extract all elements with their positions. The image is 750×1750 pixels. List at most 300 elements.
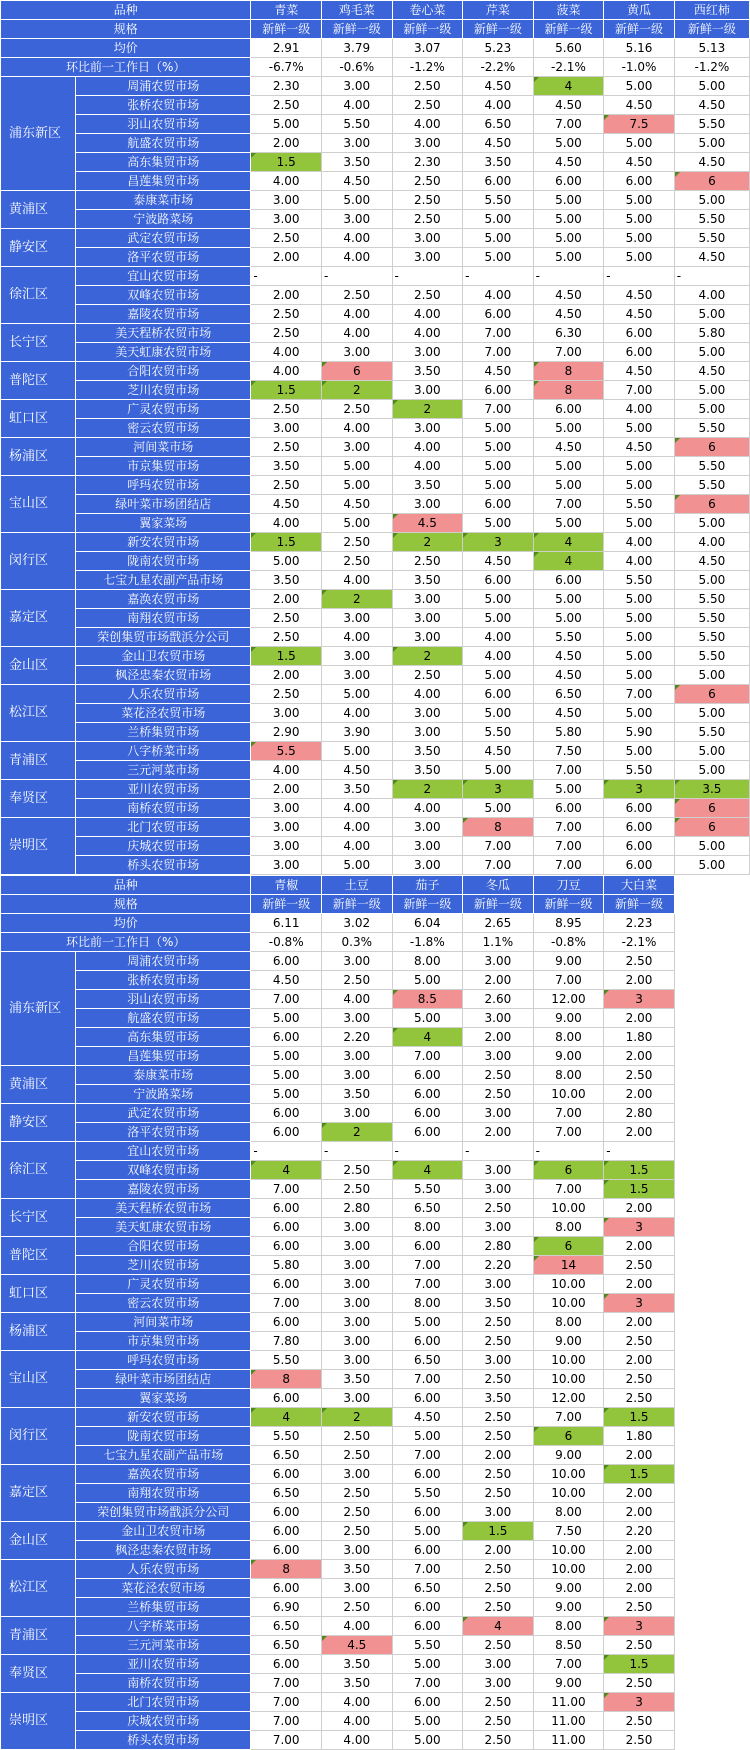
market-row xyxy=(1,1617,750,1636)
price-cell: 12.00 xyxy=(533,990,604,1009)
price-cell: 6.00 xyxy=(251,1465,322,1484)
price-cell: 11.00 xyxy=(533,1712,604,1731)
price-cell-high: 3 xyxy=(604,1294,675,1313)
empty-cell xyxy=(674,876,749,895)
price-cell: 6.00 xyxy=(251,1655,322,1674)
price-cell: 2.50 xyxy=(321,1503,392,1522)
price-cell: 7.80 xyxy=(251,1332,322,1351)
price-cell: 4.00 xyxy=(392,438,463,457)
empty-cell xyxy=(674,1674,749,1693)
empty-cell xyxy=(674,1617,749,1636)
price-cell: 6.00 xyxy=(392,1465,463,1484)
market-row xyxy=(1,1009,750,1028)
price-cell: 2.50 xyxy=(251,305,322,324)
price-cell-low: 3 xyxy=(463,780,534,799)
price-cell: 2.50 xyxy=(463,1370,534,1389)
price-cell: 7.00 xyxy=(392,1446,463,1465)
price-cell: - xyxy=(463,1142,534,1161)
price-cell: 4.50 xyxy=(533,704,604,723)
price-cell: 3.00 xyxy=(392,590,463,609)
price-cell: 3.00 xyxy=(321,666,392,685)
market-name: 亚川农贸市场 xyxy=(76,1655,251,1674)
district-label: 普陀区 xyxy=(1,362,76,400)
price-cell-low: 4 xyxy=(533,77,604,96)
daily-change-row-cell: 0.3% xyxy=(321,933,392,952)
price-cell: 2.50 xyxy=(321,552,392,571)
price-cell: 3.00 xyxy=(463,1047,534,1066)
price-cell: 6.00 xyxy=(392,1066,463,1085)
empty-cell xyxy=(674,1218,749,1237)
price-cell: 3.90 xyxy=(321,723,392,742)
price-cell: 5.00 xyxy=(533,229,604,248)
price-cell: 7.00 xyxy=(533,856,604,875)
price-cell: 5.00 xyxy=(392,1712,463,1731)
price-cell: 4.50 xyxy=(533,305,604,324)
price-cell: 7.00 xyxy=(251,990,322,1009)
spec-row-cell: 新鲜一级 xyxy=(392,895,463,914)
price-cell: 10.00 xyxy=(533,1275,604,1294)
price-cell: 2.50 xyxy=(321,400,392,419)
price-cell: 2.50 xyxy=(392,552,463,571)
price-cell: 4.00 xyxy=(604,400,675,419)
average-price-row-cell: 3.02 xyxy=(321,914,392,933)
average-price-row-label: 均价 xyxy=(1,39,251,58)
price-cell: 2.00 xyxy=(251,134,322,153)
market-row xyxy=(1,1712,750,1731)
price-cell: 5.00 xyxy=(674,742,749,761)
empty-cell xyxy=(674,1484,749,1503)
average-price-row-cell: 5.60 xyxy=(533,39,604,58)
price-cell: 2.50 xyxy=(604,952,675,971)
price-cell-low: 6 xyxy=(533,1161,604,1180)
market-row xyxy=(1,1522,750,1541)
price-cell: 8.00 xyxy=(533,1218,604,1237)
empty-cell xyxy=(674,1503,749,1522)
price-cell: 10.00 xyxy=(533,1370,604,1389)
spec-row-cell: 新鲜一级 xyxy=(321,895,392,914)
product-name-row-label: 品种 xyxy=(1,876,251,895)
price-cell: 4.00 xyxy=(251,514,322,533)
price-cell: 5.00 xyxy=(674,856,749,875)
price-cell: 5.00 xyxy=(392,971,463,990)
average-price-row-cell: 8.95 xyxy=(533,914,604,933)
district-label: 静安区 xyxy=(1,229,76,267)
price-cell: 2.50 xyxy=(463,1484,534,1503)
price-cell: 5.00 xyxy=(321,514,392,533)
price-cell: 10.00 xyxy=(533,1294,604,1313)
price-cell: 7.00 xyxy=(251,1180,322,1199)
market-name: 航盛农贸市场 xyxy=(76,1009,251,1028)
market-name: 菜花泾农贸市场 xyxy=(76,1579,251,1598)
price-cell: 4.00 xyxy=(321,571,392,590)
price-cell: 6.00 xyxy=(251,1313,322,1332)
price-cell: 8.00 xyxy=(533,1503,604,1522)
price-cell: 2.50 xyxy=(463,1332,534,1351)
price-cell: 5.00 xyxy=(533,248,604,267)
price-cell: 3.00 xyxy=(321,210,392,229)
price-cell: 3.00 xyxy=(321,1294,392,1313)
price-cell: 4.00 xyxy=(321,1617,392,1636)
price-cell: 6.90 xyxy=(251,1598,322,1617)
price-cell: 7.00 xyxy=(251,1294,322,1313)
price-cell: 5.00 xyxy=(251,115,322,134)
market-name: 泰康菜市场 xyxy=(76,1066,251,1085)
price-cell: 6.50 xyxy=(392,1579,463,1598)
price-cell: 6.00 xyxy=(604,856,675,875)
price-cell: 2.50 xyxy=(463,1085,534,1104)
price-cell: 3.50 xyxy=(392,571,463,590)
price-cell: 5.00 xyxy=(321,476,392,495)
product-name-row-cell: 黄瓜 xyxy=(604,1,675,20)
price-cell: 2.50 xyxy=(604,1370,675,1389)
price-cell: 4.00 xyxy=(392,457,463,476)
price-cell: 3.00 xyxy=(463,1218,534,1237)
market-name: 南翔农贸市场 xyxy=(76,609,251,628)
price-cell: 2.00 xyxy=(604,1560,675,1579)
product-name-row-cell: 西红柿 xyxy=(674,1,749,20)
product-name-row-cell: 刀豆 xyxy=(533,876,604,895)
daily-change-row-label: 环比前一工作日（%） xyxy=(1,58,251,77)
price-cell: 5.00 xyxy=(321,742,392,761)
price-cell: 4.00 xyxy=(321,324,392,343)
price-cell: 2.50 xyxy=(251,609,322,628)
price-cell: 3.00 xyxy=(321,1066,392,1085)
price-cell: 5.90 xyxy=(604,723,675,742)
price-cell: 5.00 xyxy=(463,704,534,723)
market-row xyxy=(1,343,750,362)
district-label: 奉贤区 xyxy=(1,780,76,818)
price-cell-low: 2 xyxy=(321,590,392,609)
price-cell: 2.50 xyxy=(251,400,322,419)
market-row xyxy=(1,1503,750,1522)
market-row xyxy=(1,685,750,704)
market-name: 三元河菜市场 xyxy=(76,761,251,780)
market-row xyxy=(1,248,750,267)
market-row xyxy=(1,191,750,210)
price-cell: 5.50 xyxy=(533,628,604,647)
price-cell: 6.00 xyxy=(533,172,604,191)
price-cell: 3.50 xyxy=(321,1085,392,1104)
spec-row-cell: 新鲜一级 xyxy=(251,895,322,914)
price-cell: 2.00 xyxy=(604,1446,675,1465)
price-cell: 4.50 xyxy=(321,761,392,780)
price-cell: 2.80 xyxy=(463,1237,534,1256)
market-name: 人乐农贸市场 xyxy=(76,685,251,704)
price-cell: 4.50 xyxy=(674,153,749,172)
price-cell: 4.00 xyxy=(392,685,463,704)
price-cell: - xyxy=(251,267,322,286)
price-cell: 6.00 xyxy=(392,1693,463,1712)
market-row xyxy=(1,1389,750,1408)
empty-cell xyxy=(674,1446,749,1465)
price-cell: 5.50 xyxy=(604,571,675,590)
market-name: 航盛农贸市场 xyxy=(76,134,251,153)
empty-cell xyxy=(674,1636,749,1655)
district-label: 虹口区 xyxy=(1,1275,76,1313)
price-cell: - xyxy=(604,1142,675,1161)
price-cell: 7.00 xyxy=(533,761,604,780)
price-cell: 6.00 xyxy=(392,1617,463,1636)
price-cell: 5.00 xyxy=(463,799,534,818)
price-cell: 2.00 xyxy=(251,248,322,267)
empty-cell xyxy=(674,1028,749,1047)
market-row xyxy=(1,1161,750,1180)
price-cell: 2.50 xyxy=(463,1560,534,1579)
market-row xyxy=(1,1199,750,1218)
price-cell-low: 1.5 xyxy=(251,647,322,666)
market-row xyxy=(1,1579,750,1598)
market-row xyxy=(1,438,750,457)
empty-cell xyxy=(674,1047,749,1066)
price-cell: 4.00 xyxy=(321,799,392,818)
price-cell: 2.50 xyxy=(604,1636,675,1655)
price-cell: 4.00 xyxy=(321,248,392,267)
price-cell: 4.00 xyxy=(463,286,534,305)
price-cell: 3.00 xyxy=(463,1351,534,1370)
price-cell: 5.00 xyxy=(604,476,675,495)
district-label: 奉贤区 xyxy=(1,1655,76,1693)
price-cell: 3.00 xyxy=(392,343,463,362)
product-name-row-cell: 茄子 xyxy=(392,876,463,895)
empty-cell xyxy=(674,1541,749,1560)
market-row xyxy=(1,1693,750,1712)
average-price-row-cell: 5.23 xyxy=(463,39,534,58)
market-row xyxy=(1,267,750,286)
price-cell-low: 1.5 xyxy=(604,1161,675,1180)
market-row xyxy=(1,742,750,761)
market-name: 合阳农贸市场 xyxy=(76,1237,251,1256)
market-row xyxy=(1,1047,750,1066)
price-cell-low: 1.5 xyxy=(604,1180,675,1199)
price-cell: 10.00 xyxy=(533,1199,604,1218)
district-label: 闵行区 xyxy=(1,1408,76,1465)
price-cell: 4.50 xyxy=(321,495,392,514)
price-cell: 2.50 xyxy=(321,533,392,552)
market-row xyxy=(1,115,750,134)
price-cell: 5.50 xyxy=(392,1180,463,1199)
price-cell: 2.50 xyxy=(321,1180,392,1199)
price-cell: 4.50 xyxy=(463,77,534,96)
price-cell: 2.50 xyxy=(463,1579,534,1598)
price-cell: 2.50 xyxy=(321,1446,392,1465)
price-cell: 2.50 xyxy=(604,1332,675,1351)
price-cell: 8.00 xyxy=(392,952,463,971)
price-cell-high: 8 xyxy=(251,1370,322,1389)
daily-change-row-cell: -2.1% xyxy=(533,58,604,77)
price-cell: 2.50 xyxy=(321,286,392,305)
price-cell: 6.50 xyxy=(251,1636,322,1655)
price-cell: 5.50 xyxy=(604,495,675,514)
market-name: 亚川农贸市场 xyxy=(76,780,251,799)
price-cell: 6.00 xyxy=(392,1503,463,1522)
price-cell: 2.50 xyxy=(463,1636,534,1655)
average-price-row-cell: 5.16 xyxy=(604,39,675,58)
district-label: 宝山区 xyxy=(1,1351,76,1408)
price-cell: 6.30 xyxy=(533,324,604,343)
price-cell: 5.50 xyxy=(392,1484,463,1503)
market-name: 陇南农贸市场 xyxy=(76,552,251,571)
price-cell: 3.00 xyxy=(321,1465,392,1484)
price-cell: 5.00 xyxy=(674,343,749,362)
price-cell: 4.50 xyxy=(463,134,534,153)
district-label: 普陀区 xyxy=(1,1237,76,1275)
price-cell: 2.50 xyxy=(392,191,463,210)
price-cell: - xyxy=(251,1142,322,1161)
price-cell: 5.00 xyxy=(533,419,604,438)
market-name: 双峰农贸市场 xyxy=(76,286,251,305)
price-cell: 2.00 xyxy=(604,1237,675,1256)
market-name: 人乐农贸市场 xyxy=(76,1560,251,1579)
district-label: 杨浦区 xyxy=(1,1313,76,1351)
price-cell: 2.20 xyxy=(463,1256,534,1275)
market-row xyxy=(1,1294,750,1313)
market-name: 北门农贸市场 xyxy=(76,1693,251,1712)
average-price-row-cell: 2.23 xyxy=(604,914,675,933)
market-row xyxy=(1,229,750,248)
price-cell: 3.00 xyxy=(321,952,392,971)
market-row xyxy=(1,799,750,818)
price-cell: 6.00 xyxy=(392,1123,463,1142)
empty-cell xyxy=(674,1275,749,1294)
price-cell: 5.00 xyxy=(674,305,749,324)
price-cell-low: 2 xyxy=(392,400,463,419)
district-label: 金山区 xyxy=(1,1522,76,1560)
daily-change-row xyxy=(1,58,750,77)
price-cell: 5.00 xyxy=(321,191,392,210)
price-cell: 2.00 xyxy=(251,666,322,685)
price-cell: 3.00 xyxy=(321,1389,392,1408)
market-name: 嘉陵农贸市场 xyxy=(76,305,251,324)
price-cell: 5.00 xyxy=(251,1047,322,1066)
price-cell: 3.00 xyxy=(392,419,463,438)
price-cell: 6.00 xyxy=(251,1541,322,1560)
product-name-row-cell: 冬瓜 xyxy=(463,876,534,895)
price-cell: 2.50 xyxy=(463,1313,534,1332)
price-cell: 3.50 xyxy=(321,1560,392,1579)
price-cell: 2.00 xyxy=(604,1484,675,1503)
price-cell: 2.00 xyxy=(251,590,322,609)
price-cell: 4.50 xyxy=(604,153,675,172)
market-name: 七宝九星农副产品市场 xyxy=(76,1446,251,1465)
price-cell-low: 4 xyxy=(392,1161,463,1180)
price-cell: 6.00 xyxy=(533,571,604,590)
market-name: 密云农贸市场 xyxy=(76,419,251,438)
price-cell: 11.00 xyxy=(533,1693,604,1712)
price-cell-high: 6 xyxy=(674,172,749,191)
price-cell: 7.00 xyxy=(533,1180,604,1199)
market-row xyxy=(1,1655,750,1674)
market-row xyxy=(1,1142,750,1161)
price-cell: 5.00 xyxy=(674,837,749,856)
spec-row-cell: 新鲜一级 xyxy=(533,895,604,914)
spec-row-cell: 新鲜一级 xyxy=(674,20,749,39)
market-name: 美天程桥农贸市场 xyxy=(76,1199,251,1218)
price-cell: 6.00 xyxy=(251,952,322,971)
price-cell: 3.00 xyxy=(251,856,322,875)
market-name: 美天虹康农贸市场 xyxy=(76,343,251,362)
price-cell: 12.00 xyxy=(533,1389,604,1408)
empty-cell xyxy=(674,1237,749,1256)
price-cell: 7.00 xyxy=(392,1674,463,1693)
market-row xyxy=(1,457,750,476)
price-cell-low: 2 xyxy=(321,1123,392,1142)
price-cell: 4.00 xyxy=(463,628,534,647)
market-name: 菜花泾农贸市场 xyxy=(76,704,251,723)
price-cell: 3.00 xyxy=(321,1218,392,1237)
market-row xyxy=(1,837,750,856)
market-row xyxy=(1,1313,750,1332)
market-name: 宁波路菜场 xyxy=(76,210,251,229)
price-cell: 3.50 xyxy=(321,1655,392,1674)
price-cell: 5.00 xyxy=(463,457,534,476)
district-label: 嘉定区 xyxy=(1,1465,76,1522)
market-name: 兰桥集贸市场 xyxy=(76,723,251,742)
price-cell: 5.00 xyxy=(604,419,675,438)
price-cell: - xyxy=(321,267,392,286)
product-name-row xyxy=(1,1,750,20)
price-cell: 9.00 xyxy=(533,1674,604,1693)
price-cell: 3.50 xyxy=(321,153,392,172)
price-cell-high: 6 xyxy=(674,495,749,514)
market-name: 广灵农贸市场 xyxy=(76,1275,251,1294)
price-cell: 5.00 xyxy=(604,248,675,267)
market-name: 河间菜市场 xyxy=(76,438,251,457)
price-cell-high: 6 xyxy=(674,685,749,704)
price-cell-low: 6 xyxy=(533,1427,604,1446)
price-cell: 3.00 xyxy=(321,1313,392,1332)
market-name: 荣创集贸市场戬浜分公司 xyxy=(76,628,251,647)
price-cell: 2.00 xyxy=(604,1579,675,1598)
price-cell: - xyxy=(674,267,749,286)
market-row xyxy=(1,571,750,590)
price-cell-low: 4 xyxy=(251,1161,322,1180)
price-cell: 3.00 xyxy=(463,1674,534,1693)
price-cell: 8.00 xyxy=(533,1617,604,1636)
price-cell: 4.50 xyxy=(674,552,749,571)
price-cell: 3.00 xyxy=(321,1275,392,1294)
daily-change-row-cell: -2.2% xyxy=(463,58,534,77)
market-name: 芝川农贸市场 xyxy=(76,381,251,400)
price-cell: 2.00 xyxy=(463,1123,534,1142)
market-row xyxy=(1,134,750,153)
price-cell: 8.00 xyxy=(392,1294,463,1313)
daily-change-row xyxy=(1,933,750,952)
price-cell: 2.50 xyxy=(251,229,322,248)
price-cell: 2.00 xyxy=(604,1199,675,1218)
empty-cell xyxy=(674,933,749,952)
price-cell: 6.00 xyxy=(463,381,534,400)
price-cell: 2.00 xyxy=(604,1047,675,1066)
price-cell: 3.00 xyxy=(392,134,463,153)
price-cell: 5.00 xyxy=(463,438,534,457)
price-cell: 2.90 xyxy=(251,723,322,742)
market-row xyxy=(1,1275,750,1294)
price-cell: - xyxy=(604,267,675,286)
market-row xyxy=(1,780,750,799)
price-cell: 7.50 xyxy=(533,742,604,761)
price-cell: 2.50 xyxy=(463,1066,534,1085)
price-cell: 3.50 xyxy=(321,1370,392,1389)
price-cell: 5.00 xyxy=(604,191,675,210)
price-cell-low: 4 xyxy=(533,552,604,571)
district-label: 虹口区 xyxy=(1,400,76,438)
price-cell-low: 3.5 xyxy=(674,780,749,799)
price-cell: 5.80 xyxy=(251,1256,322,1275)
market-row xyxy=(1,1446,750,1465)
average-price-row-cell: 3.79 xyxy=(321,39,392,58)
empty-cell xyxy=(674,990,749,1009)
price-cell: 3.50 xyxy=(392,476,463,495)
